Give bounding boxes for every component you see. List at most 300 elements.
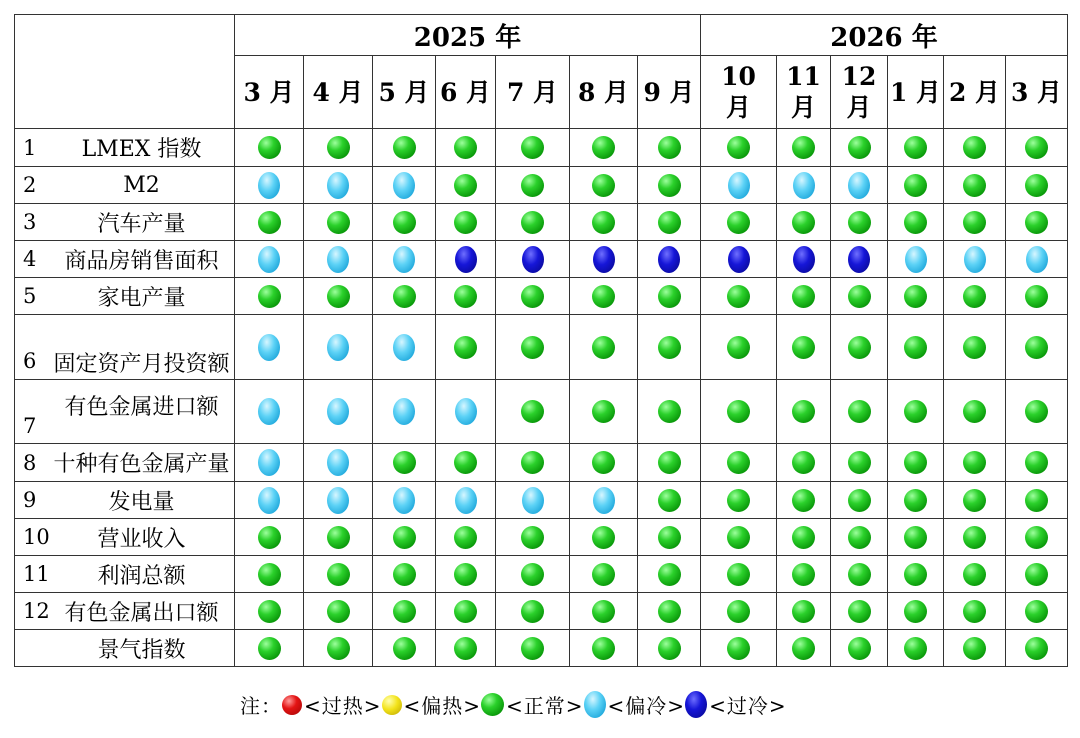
signal-normal-dot-icon [454,526,477,549]
signal-cell [304,129,373,167]
signal-cell [777,241,831,278]
signal-normal-dot-icon [727,563,750,586]
row-label-cell [15,593,235,630]
signal-cell [831,380,888,444]
signal-normal-dot-icon [1025,136,1048,159]
signal-cell [777,204,831,241]
table-row [15,593,1068,630]
row-label-cell [15,315,235,380]
signal-normal-dot-icon [327,211,350,234]
signal-normal-dot-icon [658,526,681,549]
signal-cell [888,444,944,482]
signal-cool-dot-icon [964,246,986,273]
signal-normal-dot-icon [904,489,927,512]
signal-overcool-dot-icon [593,246,615,273]
row-label-cell [15,444,235,482]
signal-normal-dot-icon [904,336,927,359]
signal-cell [373,241,436,278]
signal-cell [570,167,638,204]
signal-normal-dot-icon [727,285,750,308]
row-indicator-name: 十种有色金属产量 [53,452,230,477]
signal-normal-dot-icon [592,336,615,359]
legend-prefix: 注： [240,694,282,718]
signal-cell [373,204,436,241]
signal-normal-dot-icon [1025,563,1048,586]
signal-normal-dot-icon [521,211,544,234]
signal-cell [777,593,831,630]
signal-cell [831,129,888,167]
signal-normal-dot-icon [592,526,615,549]
signal-normal-dot-icon [963,400,986,423]
signal-normal-dot-icon [521,285,544,308]
signal-normal-dot-icon [592,400,615,423]
signal-cool-dot-icon [327,398,349,425]
signal-cell [831,482,888,519]
signal-normal-dot-icon [592,211,615,234]
signal-overcool-dot-icon [522,246,544,273]
signal-normal-dot-icon [454,285,477,308]
signal-normal-dot-icon [1025,451,1048,474]
signal-normal-dot-icon [658,489,681,512]
legend-item-warm [382,690,482,719]
row-indicator-name: 营业收入 [97,526,186,552]
signal-normal-dot-icon [454,563,477,586]
signal-cool-dot-icon [393,246,415,273]
signal-cell [304,444,373,482]
signal-cell [304,315,373,380]
signal-normal-dot-icon [258,211,281,234]
row-label-cell [15,519,235,556]
signal-normal-dot-icon [658,211,681,234]
signal-cell [638,278,701,315]
signal-cell [831,556,888,593]
legend [240,690,787,719]
signal-normal-dot-icon [792,489,815,512]
signal-cool-dot-icon [327,334,349,361]
signal-cell [944,241,1006,278]
signal-cell [638,519,701,556]
signal-cool-dot-icon [905,246,927,273]
signal-normal-dot-icon [963,136,986,159]
signal-normal-dot-icon [393,600,416,623]
signal-cell [638,444,701,482]
signal-cool-dot-icon [258,398,280,425]
signal-cell [373,482,436,519]
signal-normal-dot-icon [848,400,871,423]
signal-normal-dot-icon [658,400,681,423]
signal-cell [888,241,944,278]
row-indicator-name: 利润总额 [97,563,186,589]
signal-normal-dot-icon [327,563,350,586]
signal-cell [1006,444,1068,482]
signal-cell [304,593,373,630]
signal-cell [1006,204,1068,241]
signal-normal-dot-icon [792,211,815,234]
signal-cell [436,167,496,204]
signal-normal-dot-icon [727,637,750,660]
signal-cell [831,444,888,482]
signal-cell [1006,241,1068,278]
month-header-5: 8 月 [570,56,638,129]
signal-cell [373,630,436,667]
signal-cell [701,556,777,593]
row-label-cell [15,482,235,519]
signal-cell [496,444,570,482]
signal-normal-dot-icon [521,451,544,474]
signal-normal-dot-icon [904,174,927,197]
signal-normal-dot-icon [904,563,927,586]
table-row [15,204,1068,241]
signal-normal-dot-icon [1025,400,1048,423]
signal-cell [436,444,496,482]
signal-cell [373,315,436,380]
signal-normal-dot-icon [592,451,615,474]
signal-normal-dot-icon [848,136,871,159]
signal-cell [436,630,496,667]
signal-cell [304,167,373,204]
signal-normal-dot-icon [904,400,927,423]
table-row [15,167,1068,204]
signal-cell [888,380,944,444]
row-indicator-name: 家电产量 [97,285,186,311]
signal-cell [570,278,638,315]
signal-normal-dot-icon [963,637,986,660]
signal-normal-dot-icon [658,600,681,623]
legend-label-normal: <正常> [506,694,584,718]
signal-normal-dot-icon [393,451,416,474]
signal-cell [304,519,373,556]
signal-cell [831,241,888,278]
signal-normal-dot-icon [327,136,350,159]
month-header-11: 2 月 [944,56,1006,129]
legend-label-warm: <偏热> [403,694,482,718]
signal-cell [701,482,777,519]
signal-cell [496,129,570,167]
signal-normal-dot-icon [592,637,615,660]
signal-normal-dot-icon [327,637,350,660]
signal-normal-dot-icon [1025,489,1048,512]
legend-item-overcool [685,690,787,719]
signal-normal-dot-icon [848,211,871,234]
month-header-0: 3 月 [235,56,304,129]
green-dot-icon [481,693,504,716]
signal-normal-dot-icon [658,563,681,586]
signal-overcool-dot-icon [793,246,815,273]
signal-cell [831,204,888,241]
legend-item-overheat [282,690,382,719]
signal-cell [496,519,570,556]
signal-cell [570,556,638,593]
row-number: 10 [23,525,50,549]
signal-normal-dot-icon [258,526,281,549]
table-row [15,241,1068,278]
signal-cell [304,482,373,519]
month-header-10: 1 月 [888,56,944,129]
signal-cell [888,630,944,667]
signal-cell [373,444,436,482]
signal-cell [777,380,831,444]
signal-cell [1006,315,1068,380]
signal-cell [373,519,436,556]
signal-normal-dot-icon [963,526,986,549]
signal-normal-dot-icon [848,526,871,549]
signal-normal-dot-icon [521,336,544,359]
signal-normal-dot-icon [963,563,986,586]
signal-cell [304,630,373,667]
signal-cool-dot-icon [593,487,615,514]
signal-normal-dot-icon [848,637,871,660]
table-row [15,380,1068,444]
signal-normal-dot-icon [592,136,615,159]
signal-normal-dot-icon [963,285,986,308]
signal-normal-dot-icon [658,174,681,197]
signal-normal-dot-icon [327,285,350,308]
signal-cell [496,593,570,630]
signal-cell [496,630,570,667]
signal-normal-dot-icon [1025,336,1048,359]
signal-normal-dot-icon [393,563,416,586]
signal-cell [496,380,570,444]
signal-cell [888,129,944,167]
signal-cell [638,204,701,241]
signal-cell [373,129,436,167]
signal-normal-dot-icon [792,285,815,308]
signal-cool-dot-icon [258,246,280,273]
signal-normal-dot-icon [727,600,750,623]
table-row [15,444,1068,482]
signal-cell [638,630,701,667]
signal-normal-dot-icon [592,563,615,586]
signal-cell [888,315,944,380]
row-indicator-name: M2 [123,172,160,198]
signal-normal-dot-icon [904,136,927,159]
signal-normal-dot-icon [1025,211,1048,234]
signal-normal-dot-icon [521,526,544,549]
signal-cell [1006,278,1068,315]
signal-cell [373,556,436,593]
signal-cell [436,519,496,556]
signal-cell [831,167,888,204]
signal-normal-dot-icon [658,451,681,474]
signal-normal-dot-icon [454,336,477,359]
signal-cool-dot-icon [258,334,280,361]
signal-cool-dot-icon [793,172,815,199]
signal-cell [570,519,638,556]
signal-normal-dot-icon [454,600,477,623]
signal-cell [944,167,1006,204]
signal-normal-dot-icon [963,336,986,359]
signal-normal-dot-icon [658,336,681,359]
legend-label-cool: <偏冷> [607,694,686,718]
signal-cell [373,593,436,630]
signal-cell [701,204,777,241]
row-number: 7 [23,414,37,438]
signal-normal-dot-icon [454,174,477,197]
row-number: 8 [23,450,37,475]
signal-cool-dot-icon [258,449,280,476]
row-indicator-name: 有色金属进口额 [64,395,219,420]
signal-normal-dot-icon [658,136,681,159]
signal-cell [1006,167,1068,204]
signal-cell [496,556,570,593]
signal-cell [777,315,831,380]
signal-cool-dot-icon [393,398,415,425]
signal-normal-dot-icon [727,526,750,549]
table-body [15,129,1068,667]
signal-normal-dot-icon [521,174,544,197]
row-indicator-name: LMEX 指数 [81,137,202,162]
year-header-row [15,15,1068,56]
signal-cell [701,315,777,380]
month-header-7: 10 月 [701,56,777,129]
signal-normal-dot-icon [848,285,871,308]
signal-cell [831,519,888,556]
signal-normal-dot-icon [521,136,544,159]
year-header-2026: 2026 年 [701,15,1068,56]
signal-cell [570,315,638,380]
signal-cell [944,482,1006,519]
signal-normal-dot-icon [454,136,477,159]
signal-cell [235,241,304,278]
signal-cell [1006,380,1068,444]
signal-cell [638,129,701,167]
table-row [15,278,1068,315]
row-label-cell [15,129,235,167]
signal-cell [888,278,944,315]
signal-cell [304,241,373,278]
signal-normal-dot-icon [792,563,815,586]
signal-cell [944,444,1006,482]
row-indicator-name: 汽车产量 [97,211,186,237]
signal-normal-dot-icon [904,600,927,623]
signal-cell [701,278,777,315]
signal-normal-dot-icon [963,451,986,474]
signal-cell [570,593,638,630]
signal-cell [831,315,888,380]
table-row [15,482,1068,519]
table-row [15,315,1068,380]
row-number: 1 [23,135,37,160]
signal-cell [638,167,701,204]
signal-cell [701,519,777,556]
signal-cell [701,444,777,482]
signal-normal-dot-icon [963,489,986,512]
signal-cell [304,204,373,241]
row-label-cell [15,380,235,444]
signal-cell [436,278,496,315]
signal-normal-dot-icon [1025,174,1048,197]
signal-normal-dot-icon [1025,600,1048,623]
signal-normal-dot-icon [521,600,544,623]
month-header-4: 7 月 [496,56,570,129]
signal-cell [888,204,944,241]
signal-normal-dot-icon [521,563,544,586]
signal-normal-dot-icon [904,211,927,234]
signal-cell [235,167,304,204]
signal-cell [570,241,638,278]
signal-normal-dot-icon [848,336,871,359]
signal-cell [373,380,436,444]
month-header-2: 5 月 [373,56,436,129]
signal-normal-dot-icon [521,637,544,660]
signal-normal-dot-icon [963,211,986,234]
row-indicator-name: 有色金属出口额 [64,600,219,626]
signal-normal-dot-icon [792,600,815,623]
signal-normal-dot-icon [1025,526,1048,549]
row-number: 12 [23,599,50,623]
signal-cell [638,380,701,444]
signal-normal-dot-icon [792,136,815,159]
signal-normal-dot-icon [393,637,416,660]
signal-cell [235,482,304,519]
signal-cell [373,167,436,204]
yellow-dot-icon [382,695,402,715]
signal-cool-dot-icon [522,487,544,514]
signal-normal-dot-icon [393,136,416,159]
signal-cell [1006,519,1068,556]
signal-cell [570,204,638,241]
signal-cell [888,593,944,630]
signal-overcool-dot-icon [658,246,680,273]
signal-cell [777,519,831,556]
signal-cool-dot-icon [327,487,349,514]
signal-cell [831,278,888,315]
signal-normal-dot-icon [658,285,681,308]
signal-cell [831,593,888,630]
signal-cell [888,519,944,556]
signal-normal-dot-icon [727,451,750,474]
signal-cell [235,204,304,241]
signal-cool-dot-icon [258,487,280,514]
signal-cell [777,630,831,667]
signal-normal-dot-icon [848,563,871,586]
signal-overcool-dot-icon [728,246,750,273]
signal-normal-dot-icon [327,600,350,623]
signal-normal-dot-icon [521,400,544,423]
row-label-cell [15,556,235,593]
signal-cell [235,278,304,315]
signal-normal-dot-icon [258,600,281,623]
row-number: 6 [23,349,37,373]
signal-cool-dot-icon [393,334,415,361]
signal-cell [944,556,1006,593]
signal-cell [701,630,777,667]
legend-item-normal [481,690,584,719]
row-label-cell [15,167,235,204]
row-indicator-name: 固定资产月投资额 [53,351,230,377]
signal-cell [777,482,831,519]
signal-cell [944,593,1006,630]
row-label-cell [15,241,235,278]
signal-cool-dot-icon [393,487,415,514]
signal-cell [304,278,373,315]
signal-normal-dot-icon [792,451,815,474]
signal-cell [777,129,831,167]
signal-cell [944,204,1006,241]
signal-cool-dot-icon [327,449,349,476]
signal-normal-dot-icon [904,526,927,549]
signal-cell [235,315,304,380]
signal-normal-dot-icon [393,526,416,549]
month-header-9: 12 月 [831,56,888,129]
navy-dot-icon [685,691,707,718]
signal-normal-dot-icon [658,637,681,660]
row-indicator-name: 景气指数 [97,637,186,663]
signal-cell [777,167,831,204]
signal-cell [436,315,496,380]
row-number: 5 [23,284,37,308]
signal-cell [496,167,570,204]
